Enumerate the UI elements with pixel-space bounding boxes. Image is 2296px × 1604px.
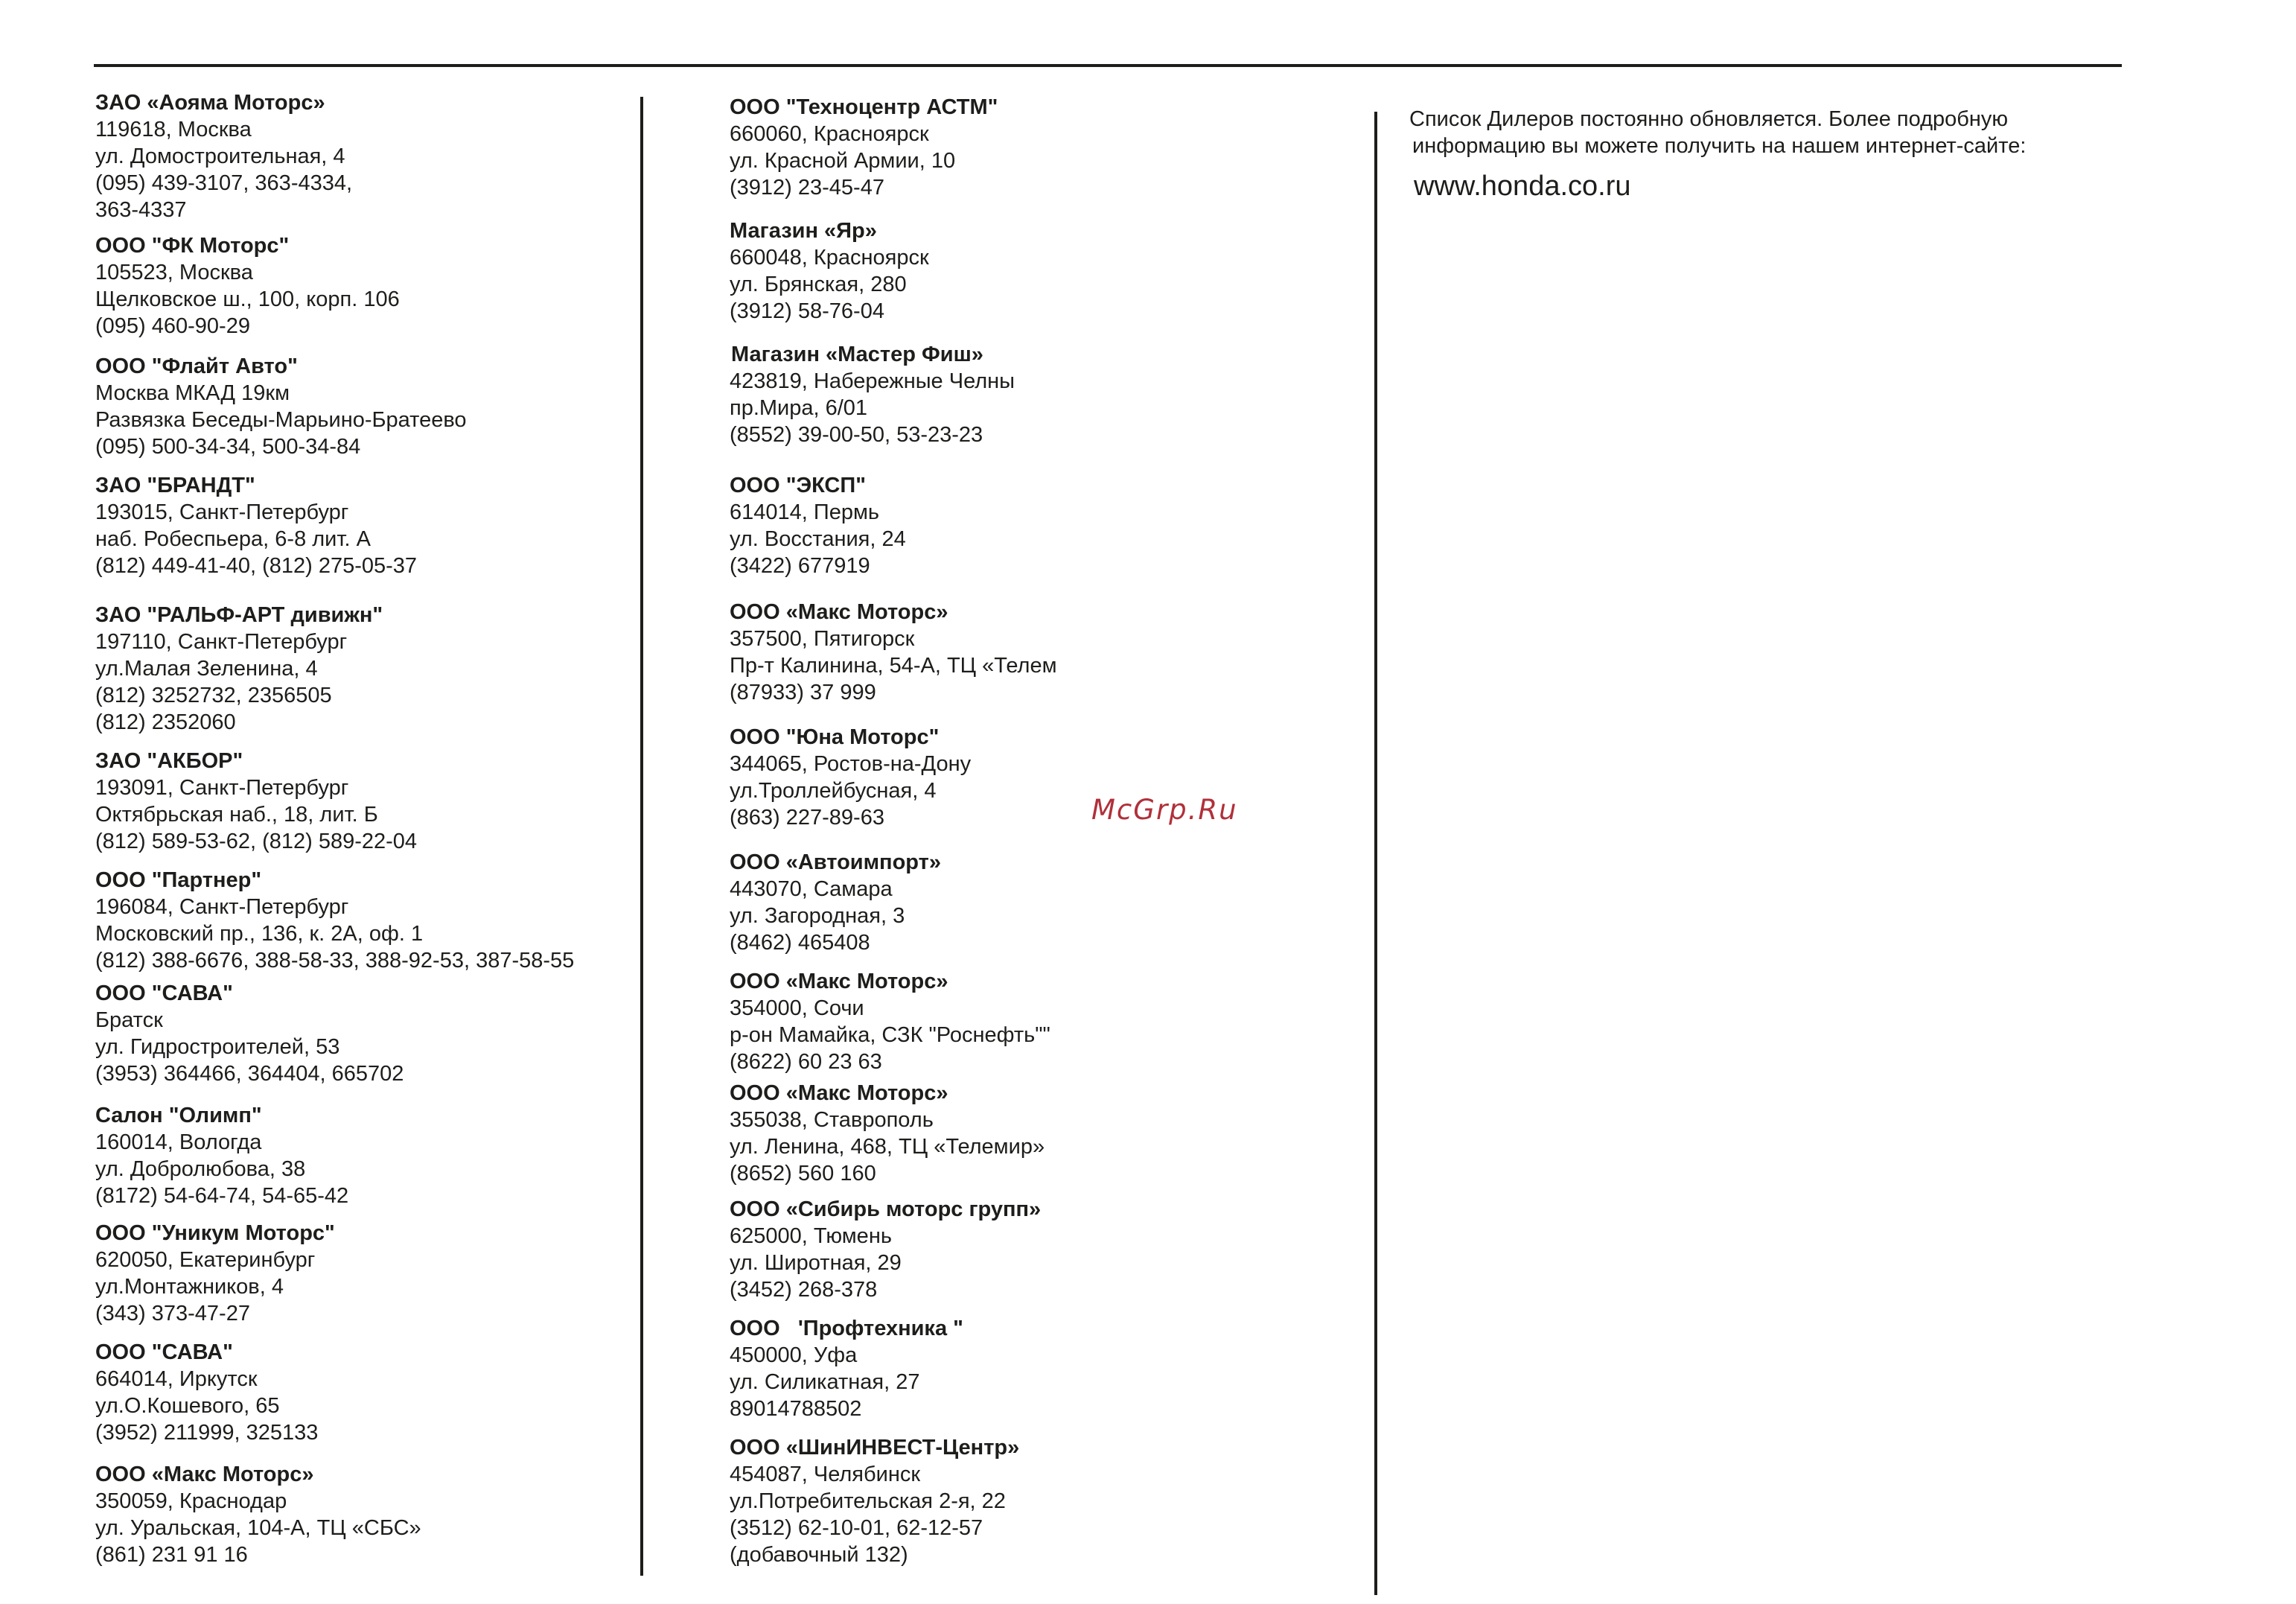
dealer-name: ООО "Юна Моторс" bbox=[730, 725, 940, 749]
dealer-line: 193091, Санкт-Петербург bbox=[95, 776, 349, 800]
dealer-line: 196084, Санкт-Петербург bbox=[95, 895, 349, 919]
dealer-entry bbox=[730, 1080, 1355, 1187]
dealer-entry bbox=[95, 472, 631, 579]
dealer-line: 450000, Уфа bbox=[730, 1343, 858, 1367]
dealer-entry bbox=[95, 1102, 631, 1209]
dealer-name: ООО "САВА" bbox=[95, 981, 233, 1005]
dealer-name: ООО "Уникум Моторс" bbox=[95, 1221, 335, 1245]
dealer-line: (3422) 677919 bbox=[730, 554, 870, 578]
dealer-line: (863) 227-89-63 bbox=[730, 806, 884, 830]
dealer-name: Магазин «Яр» bbox=[730, 219, 877, 243]
dealer-entry bbox=[730, 1196, 1355, 1303]
column-divider-left bbox=[640, 97, 643, 1576]
dealer-line: (8652) 560 160 bbox=[730, 1162, 876, 1186]
dealer-entry bbox=[95, 1461, 631, 1568]
dealer-line: ул. Восстания, 24 bbox=[730, 527, 906, 551]
dealer-entry bbox=[730, 94, 1355, 201]
dealer-name: ООО «Макс Моторс» bbox=[730, 1081, 948, 1105]
dealer-line: 105523, Москва bbox=[95, 261, 253, 284]
dealer-line: (3912) 58-76-04 bbox=[730, 299, 884, 323]
dealer-entry bbox=[95, 980, 631, 1087]
dealer-line: (3452) 268-378 bbox=[730, 1278, 878, 1302]
dealer-line: Москва МКАД 19км bbox=[95, 381, 290, 405]
dealer-line: (добавочный 132) bbox=[730, 1543, 908, 1567]
dealer-name: ЗАО "РАЛЬФ-АРТ дивижн" bbox=[95, 603, 383, 627]
dealer-entry bbox=[730, 341, 1355, 448]
dealer-entry bbox=[95, 353, 631, 460]
dealer-line: (8622) 60 23 63 bbox=[730, 1050, 882, 1074]
dealer-line: 89014788502 bbox=[730, 1397, 862, 1421]
dealer-column-left bbox=[95, 89, 631, 1568]
dealer-name: ООО «Автоимпорт» bbox=[730, 850, 941, 874]
dealer-entry bbox=[730, 849, 1355, 956]
dealer-entry bbox=[730, 1434, 1355, 1568]
dealer-line: р-он Мамайка, СЗК "Роснефть"" bbox=[730, 1023, 1050, 1047]
dealer-name: ООО "ФК Моторс" bbox=[95, 234, 290, 258]
dealer-line: ул. Силикатная, 27 bbox=[730, 1370, 920, 1394]
info-text: Список Дилеров постоянно обновляется. Более подробную bbox=[1409, 107, 2009, 131]
dealer-line: ул.Потребительская 2-я, 22 bbox=[730, 1489, 1006, 1513]
dealer-line: 197110, Санкт-Петербург bbox=[95, 630, 348, 654]
dealer-line: 363-4337 bbox=[95, 198, 187, 222]
dealer-line: (095) 439-3107, 363-4334, bbox=[95, 171, 353, 195]
dealer-line: ул. Гидростроителей, 53 bbox=[95, 1035, 340, 1059]
dealer-name: ЗАО «Аояма Моторс» bbox=[95, 91, 325, 115]
dealer-line: 354000, Сочи bbox=[730, 996, 864, 1020]
dealer-name: ООО "ЭКСП" bbox=[730, 474, 866, 497]
dealer-name: ООО «Сибирь моторс групп» bbox=[730, 1197, 1042, 1221]
dealer-line: 350059, Краснодар bbox=[95, 1489, 287, 1513]
dealer-line: (861) 231 91 16 bbox=[95, 1543, 248, 1567]
dealer-entry bbox=[95, 1339, 631, 1446]
dealer-name: Салон "Олимп" bbox=[95, 1104, 262, 1127]
website-link[interactable]: www.honda.co.ru bbox=[1414, 171, 1631, 202]
dealer-line: наб. Робеспьера, 6-8 лит. А bbox=[95, 527, 371, 551]
dealer-name: ООО "САВА" bbox=[95, 1340, 233, 1364]
dealer-name: ООО "Флайт Авто" bbox=[95, 354, 298, 378]
dealer-line: 160014, Вологда bbox=[95, 1130, 262, 1154]
dealer-name: ООО 'Профтехника " bbox=[730, 1317, 963, 1340]
dealer-name: ООО "Партнер" bbox=[95, 868, 262, 892]
top-rule bbox=[94, 64, 2122, 67]
dealer-line: (3512) 62-10-01, 62-12-57 bbox=[730, 1516, 983, 1540]
dealer-line: (812) 449-41-40, (812) 275-05-37 bbox=[95, 554, 418, 578]
dealer-name: Магазин «Мастер Фиш» bbox=[731, 343, 983, 366]
dealer-line: ул. Красной Армии, 10 bbox=[730, 149, 956, 173]
dealer-line: (095) 460-90-29 bbox=[95, 314, 250, 338]
dealer-line: ул. Ленина, 468, ТЦ «Телемир» bbox=[730, 1135, 1045, 1159]
watermark: McGrp.Ru bbox=[1091, 794, 1238, 826]
dealer-line: (812) 2352060 bbox=[95, 710, 236, 734]
dealer-line: 443070, Самара bbox=[730, 877, 893, 901]
dealer-entry bbox=[95, 1220, 631, 1327]
dealer-line: 357500, Пятигорск bbox=[730, 627, 915, 651]
dealer-line: 664014, Иркутск bbox=[95, 1367, 258, 1391]
dealer-line: ул.Троллейбусная, 4 bbox=[730, 779, 937, 803]
dealer-line: Братск bbox=[95, 1008, 163, 1032]
dealer-name: ЗАО "АКБОР" bbox=[95, 749, 243, 773]
dealer-line: 620050, Екатеринбург bbox=[95, 1248, 316, 1272]
dealer-entry bbox=[730, 968, 1355, 1075]
dealer-line: пр.Мира, 6/01 bbox=[730, 396, 868, 420]
dealer-line: ул.О.Кошевого, 65 bbox=[95, 1394, 280, 1418]
dealer-line: Щелковское ш., 100, корп. 106 bbox=[95, 287, 400, 311]
dealer-entry bbox=[730, 599, 1355, 706]
dealer-line: 660060, Красноярск bbox=[730, 122, 929, 146]
dealer-entry bbox=[95, 602, 631, 736]
dealer-line: (3952) 211999, 325133 bbox=[95, 1421, 319, 1445]
dealer-line: 344065, Ростов-на-Дону bbox=[730, 752, 972, 776]
dealer-line: 625000, Тюмень bbox=[730, 1224, 892, 1248]
dealer-column-middle bbox=[730, 94, 1355, 1568]
dealer-entry bbox=[730, 724, 1355, 831]
dealer-entry bbox=[730, 1315, 1355, 1422]
dealer-line: 660048, Красноярск bbox=[730, 246, 929, 270]
dealer-name: ООО «ШинИНВЕСТ-Центр» bbox=[730, 1436, 1020, 1460]
dealer-entry bbox=[730, 217, 1355, 325]
dealer-entry bbox=[95, 232, 631, 340]
dealer-name: ООО «Макс Моторс» bbox=[95, 1463, 314, 1486]
dealer-line: ул. Широтная, 29 bbox=[730, 1251, 902, 1275]
dealer-line: ул. Домостроительная, 4 bbox=[95, 144, 345, 168]
dealer-entry bbox=[730, 472, 1355, 579]
dealer-entry bbox=[95, 748, 631, 855]
dealer-line: 119618, Москва bbox=[95, 118, 252, 141]
dealer-name: ЗАО "БРАНДТ" bbox=[95, 474, 255, 497]
dealer-line: 193015, Санкт-Петербург bbox=[95, 500, 349, 524]
dealer-line: ул. Загородная, 3 bbox=[730, 904, 905, 928]
dealer-line: (3912) 23-45-47 bbox=[730, 176, 884, 200]
dealer-line: Октябрьская наб., 18, лит. Б bbox=[95, 803, 378, 827]
dealer-line: 423819, Набережные Челны bbox=[730, 369, 1015, 393]
dealer-line: ул. Брянская, 280 bbox=[730, 273, 907, 296]
column-divider-right bbox=[1374, 112, 1377, 1595]
dealer-line: Московский пр., 136, к. 2А, оф. 1 bbox=[95, 922, 424, 946]
dealer-line: (3953) 364466, 364404, 665702 bbox=[95, 1062, 404, 1086]
dealer-line: ул. Добролюбова, 38 bbox=[95, 1157, 306, 1181]
dealer-name: ООО «Макс Моторс» bbox=[730, 600, 948, 624]
dealer-entry bbox=[95, 89, 631, 223]
dealer-line: ул. Уральская, 104-А, ТЦ «СБС» bbox=[95, 1516, 421, 1540]
dealer-name: ООО «Макс Моторс» bbox=[730, 970, 948, 993]
dealer-line: (812) 3252732, 2356505 bbox=[95, 684, 332, 707]
dealer-name: ООО "Техноцентр АСТМ" bbox=[730, 95, 998, 119]
dealer-line: (812) 388-6676, 388-58-33, 388-92-53, 387-58-55 bbox=[95, 949, 575, 973]
info-text: информацию вы можете получить на нашем интернет-сайте: bbox=[1412, 134, 2026, 158]
dealer-line: ул.Малая Зеленина, 4 bbox=[95, 657, 318, 681]
dealer-line: (87933) 37 999 bbox=[730, 681, 876, 704]
dealer-entry bbox=[95, 867, 631, 974]
dealer-line: 614014, Пермь bbox=[730, 500, 880, 524]
dealer-line: Пр-т Калинина, 54-А, ТЦ «Телем bbox=[730, 654, 1057, 678]
dealer-line: (095) 500-34-34, 500-34-84 bbox=[95, 435, 361, 459]
dealer-line: (812) 589-53-62, (812) 589-22-04 bbox=[95, 830, 418, 853]
dealer-line: (8172) 54-64-74, 54-65-42 bbox=[95, 1184, 349, 1208]
dealer-line: 454087, Челябинск bbox=[730, 1463, 921, 1486]
dealer-line: Развязка Беседы-Марьино-Братеево bbox=[95, 408, 467, 432]
dealer-line: (8552) 39-00-50, 53-23-23 bbox=[730, 423, 983, 447]
dealer-line: (8462) 465408 bbox=[730, 931, 870, 955]
dealer-line: ул.Монтажников, 4 bbox=[95, 1275, 284, 1299]
info-block bbox=[1409, 106, 2154, 204]
dealer-line: (343) 373-47-27 bbox=[95, 1302, 250, 1325]
dealer-line: 355038, Ставрополь bbox=[730, 1108, 934, 1132]
